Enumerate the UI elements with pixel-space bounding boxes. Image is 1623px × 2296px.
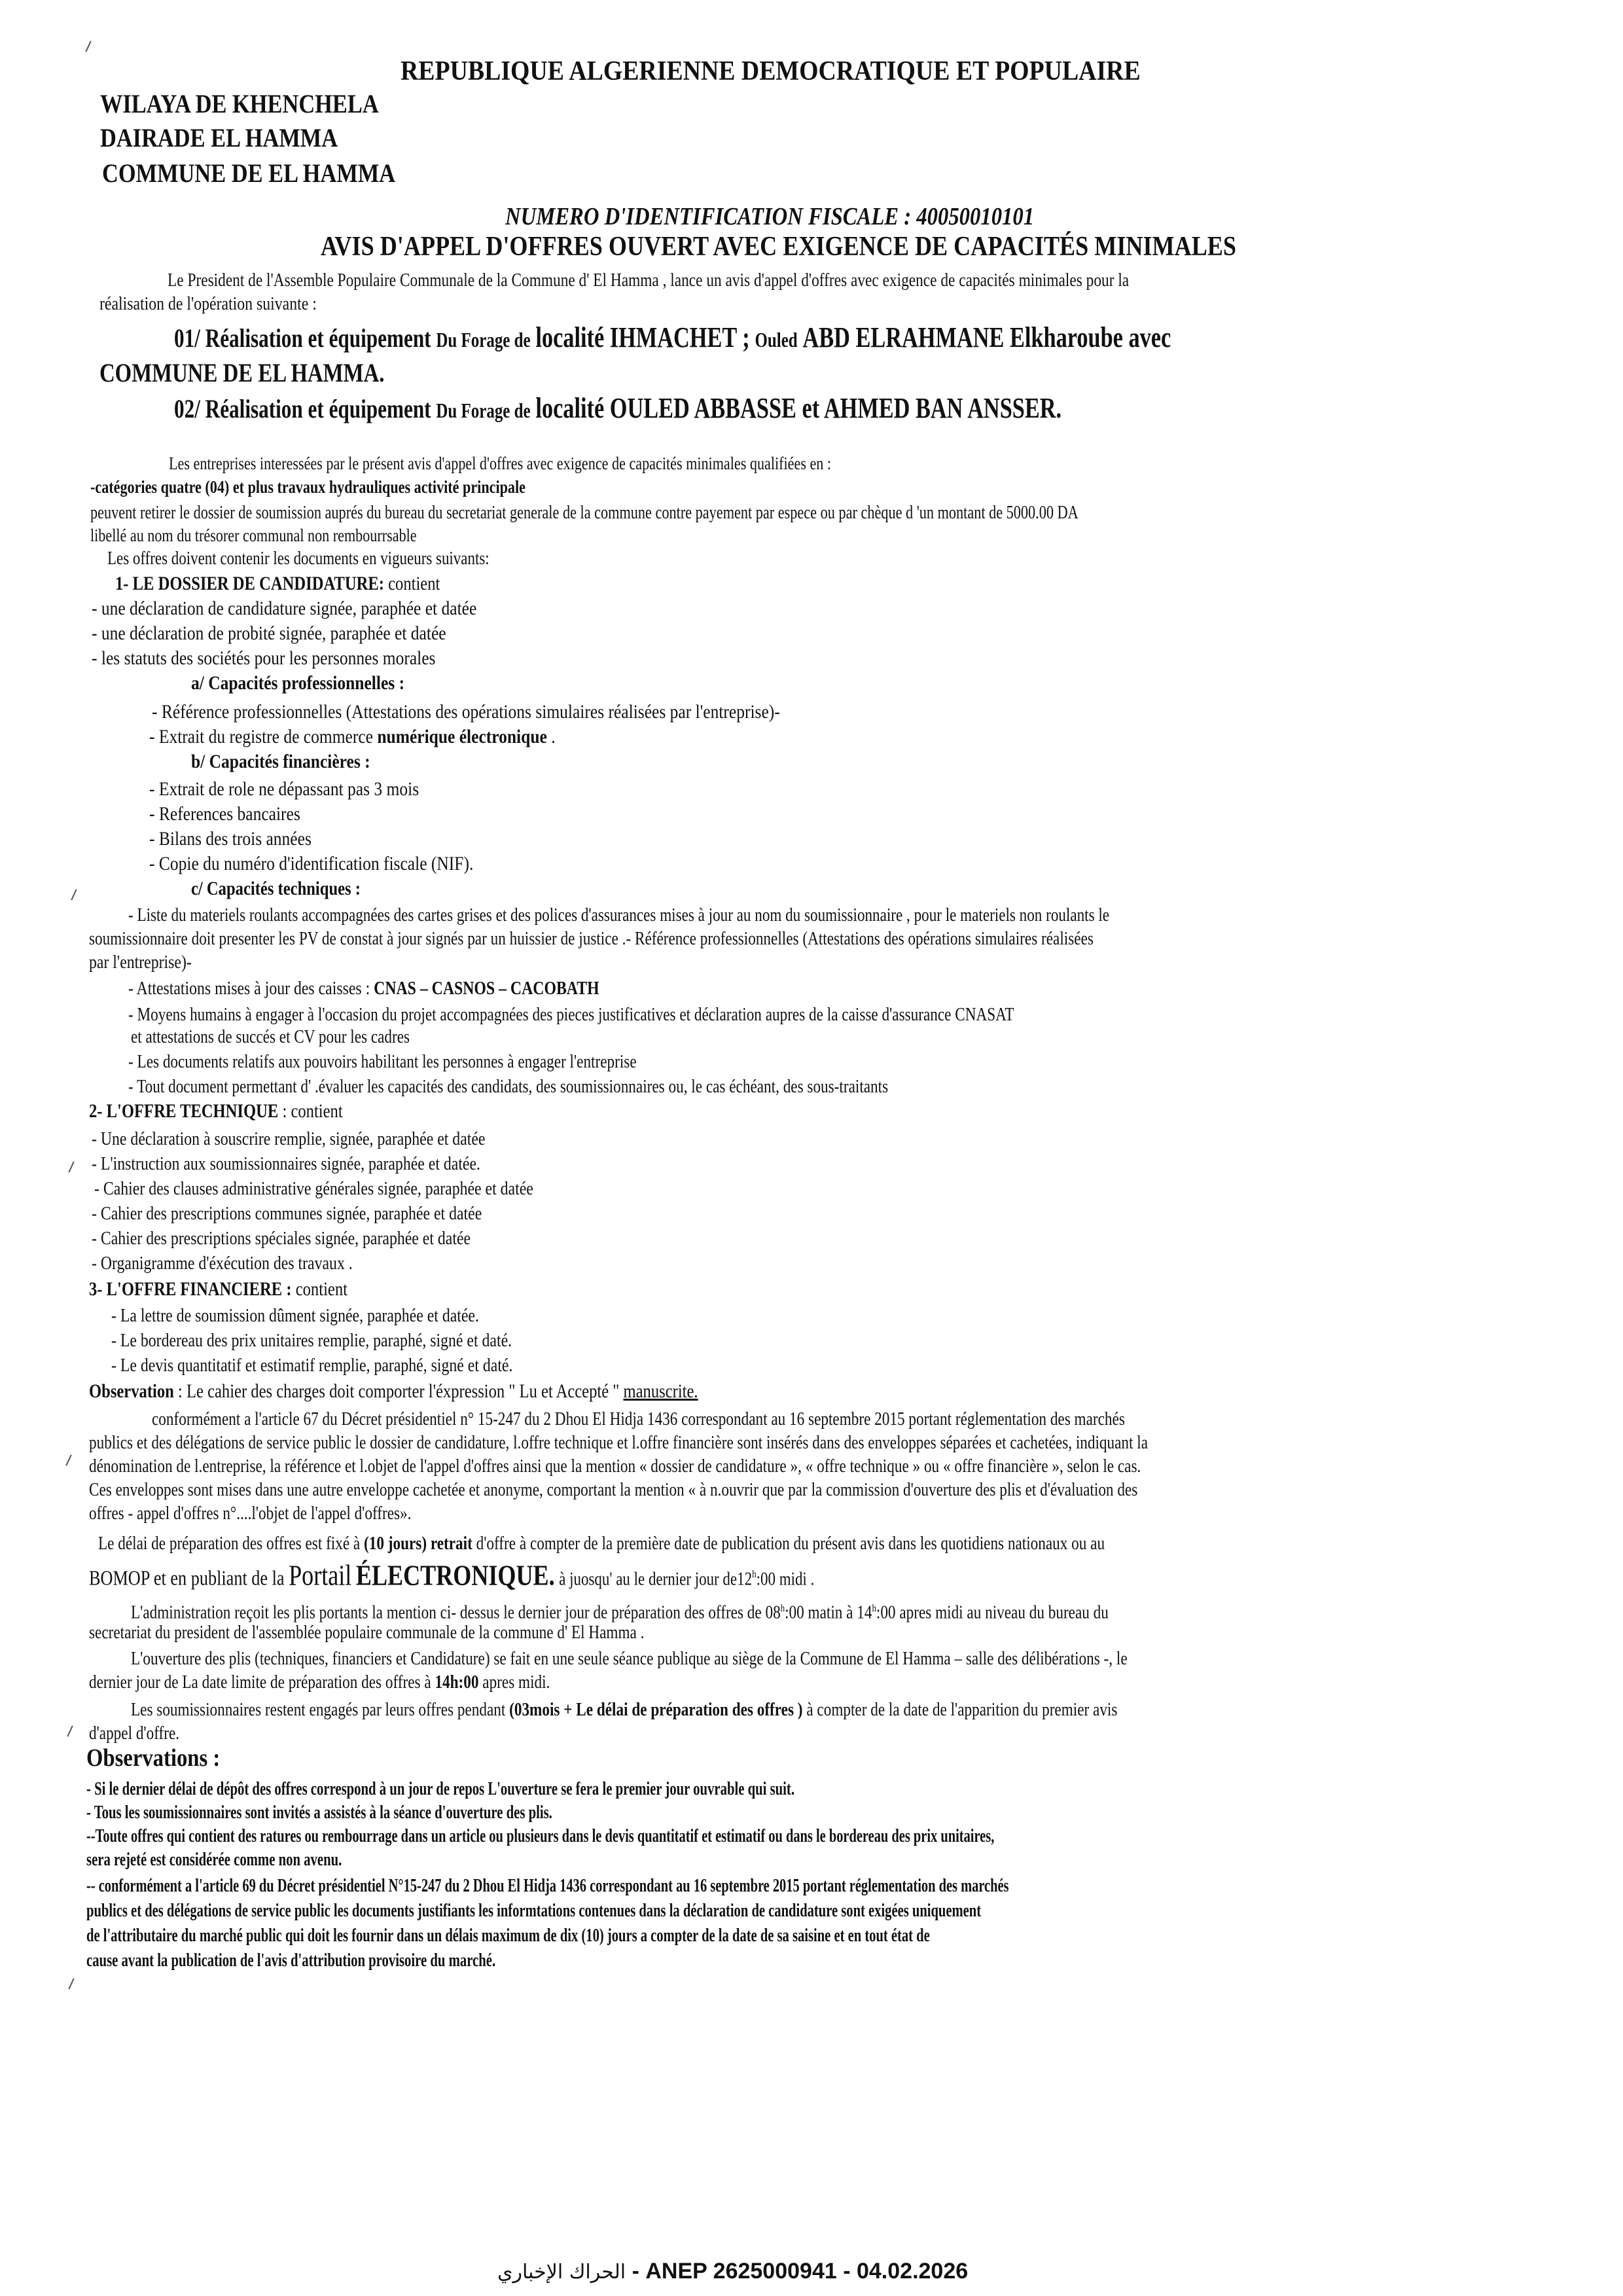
- offre-technique-item: [92, 1251, 410, 1275]
- observations-item-text: de l'attributaire du marché public qui doit les fournir dans un délais maximum de dix (10) jours a compter de la date de sa saisine et en tout état de: [86, 1926, 930, 1946]
- daira-heading: [100, 122, 376, 154]
- scan-mark: [71, 889, 77, 900]
- capacites-professionnelles-heading: [191, 672, 442, 695]
- soumissionnaires-line-2: [89, 1721, 202, 1745]
- article-67-line: [152, 1407, 1368, 1431]
- footer-anep-ref: - ANEP 2625000941 - 04.02.2026: [632, 2259, 969, 2284]
- ouverture-text-a: dernier jour de La date limite de préparation des offres à: [89, 1672, 431, 1693]
- capacites-fin-item-text: - Bilans des trois années: [149, 828, 312, 850]
- registre-bold: numérique électronique: [377, 726, 547, 747]
- dossier-item: [92, 597, 544, 620]
- administration-text-c: :00 apres midi au niveau du bureau du: [876, 1602, 1109, 1623]
- nif-text: NUMERO D'IDENTIFICATION FISCALE : 40050010101: [505, 203, 1035, 230]
- article-67-text: conformément a l'article 67 du Décret présidentiel n° 15-247 du 2 Dhou El Hidja 1436 correspondant au 16 septembre 2015 portant réglementation des marchés: [152, 1408, 1125, 1429]
- hour-sup: h: [752, 1569, 757, 1580]
- dossier-heading-suffix: contient: [388, 573, 440, 594]
- hour-sup: h: [872, 1603, 876, 1614]
- capacites-techniques-heading: [191, 877, 398, 901]
- project-01-cont-text: COMMUNE DE EL HAMMA.: [99, 358, 385, 387]
- capacites-tech-item: [128, 1003, 1236, 1026]
- ouverture-text-c: apres midi.: [482, 1672, 550, 1693]
- intro-text-1: Le President de l'Assemble Populaire Communale de la Commune d' El Hamma , lance un avis d'appel d'offres avec exigence de capacités minimales pour la: [168, 270, 1130, 291]
- project-01: [174, 322, 1452, 355]
- capacites-financieres-heading: [191, 750, 402, 774]
- capacites-pro-item: [152, 700, 891, 724]
- project-01-cont: [99, 357, 447, 389]
- observations-item-text: cause avant la publication de l'avis d'attribution provisoire du marché.: [86, 1950, 496, 1971]
- registre-prefix: - Extrait du registre de commerce: [149, 726, 373, 747]
- administration-text-2: secretariat du president de l'assemblée populaire communale de la commune d' El Hamma .: [89, 1622, 645, 1643]
- offre-financiere-heading-text: 3- L'OFFRE FINANCIERE :: [89, 1278, 292, 1300]
- offre-technique-heading: [89, 1100, 399, 1123]
- eligibility-text-3: peuvent retirer le dossier de soumission auprés du bureau du secretariat generale de la commune contre payement par espece ou par chèque d 'un montant de 5000.00 DA: [90, 503, 1079, 523]
- delai-suffix: d'offre à compter de la première date de publication du présent avis dans les quotidiens nationaux ou au: [476, 1533, 1105, 1554]
- observations-item-text: publics et des délégations de service public les documents justifiants les informtations contenues dans la déclaration de candidature sont exigées uniquement: [86, 1901, 982, 1921]
- administration-text-a: L'administration reçoit les plis portants la mention ci- dessus le dernier jour de préparation des offres de 08: [131, 1602, 781, 1623]
- observations-item-text: - Si le dernier délai de dépôt des offres correspond à un jour de repos L'ouverture se fera le premier jour ouvrable qui suit.: [86, 1779, 795, 1799]
- footer-reference: [497, 2258, 968, 2286]
- offre-technique-item-text: - Cahier des clauses administrative générales signée, paraphée et datée: [94, 1178, 533, 1199]
- attestations-prefix: - Attestations mises à jour des caisses :: [128, 978, 370, 999]
- capacites-tech-item-text: - Les documents relatifs aux pouvoirs habilitant les personnes à engager l'entreprise: [128, 1051, 637, 1072]
- commune-text: COMMUNE DE EL HAMMA: [102, 158, 396, 188]
- project-01-mid2: Ouled: [755, 328, 798, 351]
- ouverture-time: 14h:00: [435, 1672, 479, 1693]
- capacites-techniques-text: c/ Capacités techniques :: [191, 878, 361, 899]
- scan-mark: [67, 1725, 73, 1736]
- electronique-text: ÉLECTRONIQUE.: [355, 1559, 555, 1592]
- portail-text: Portail: [289, 1559, 352, 1592]
- capacites-financieres-text: b/ Capacités financières :: [191, 751, 370, 772]
- ouverture-line: [131, 1647, 1376, 1670]
- observations-item: [86, 1778, 1043, 1801]
- project-02: [174, 393, 1312, 426]
- republic-heading: [401, 55, 1222, 88]
- intro-line-1: [168, 268, 1362, 292]
- observations-item: [86, 1924, 1234, 1948]
- observations-heading: [86, 1744, 242, 1772]
- republic-text: REPUBLIQUE ALGERIENNE DEMOCRATIQUE ET POPULAIRE: [401, 56, 1141, 86]
- capacites-tech-item-cont-text: soumissionnaire doit presenter les PV de constat à jour signés par un huissier de justice .- Référence professionnelles (Attestations des opérations simulaires réalisées: [89, 928, 1094, 949]
- wilaya-text: WILAYA DE KHENCHELA: [100, 89, 379, 118]
- offre-technique-item: [94, 1177, 630, 1200]
- offre-technique-item: [92, 1127, 572, 1151]
- capacites-pro-item-text: - Référence professionnelles (Attestations des opérations simulaires réalisées par l'entreprise)-: [152, 701, 780, 723]
- scan-mark: [85, 41, 91, 52]
- observation-text: : Le cahier des charges doit comporter l'éxpression " Lu et Accepté ": [177, 1380, 620, 1402]
- capacites-tech-item-text: - Liste du materiels roulants accompagnées des cartes grises et des polices d'assurances mises à jour au nom du soumissionnaire , pour le materiels non roulants le: [128, 905, 1110, 925]
- observation-line: [89, 1380, 832, 1403]
- observation-label: Observation: [89, 1380, 174, 1402]
- daira-text: DAIRADE EL HAMMA: [100, 123, 338, 152]
- capacites-fin-item: [149, 852, 531, 876]
- capacites-fin-item-text: - Extrait de role ne dépassant pas 3 mois: [149, 778, 419, 800]
- commune-heading: [102, 157, 443, 190]
- eligibility-text-1: Les entreprises interessées par le présent avis d'appel d'offres avec exigence de capacités minimales qualifiées en :: [169, 454, 832, 473]
- footer-arabic: الحراك الإخباري: [497, 2261, 626, 2284]
- eligibility-line-2: [90, 475, 621, 499]
- observations-item: [86, 1949, 639, 1973]
- eligibility-line-3: [90, 501, 1333, 525]
- dossier-item-text: - une déclaration de probité signée, paraphée et datée: [92, 622, 446, 644]
- dossier-heading-text: 1- LE DOSSIER DE CANDIDATURE:: [115, 573, 384, 594]
- bomop-text: BOMOP: [89, 1566, 150, 1590]
- soumissionnaires-line: [131, 1698, 1364, 1721]
- capacites-tech-item: [128, 977, 703, 1000]
- capacites-fin-item-text: - Copie du numéro d'identification fiscale (NIF).: [149, 853, 474, 874]
- offre-financiere-item: [111, 1329, 599, 1352]
- scan-mark: [68, 1161, 74, 1172]
- eligibility-text-2: -catégories quatre (04) et plus travaux hydrauliques activité principale: [90, 477, 526, 497]
- bomop-line: [89, 1560, 974, 1594]
- capacites-tech-item-cont: [89, 927, 1345, 950]
- capacites-tech-item-cont: [89, 950, 214, 974]
- ouverture-line-2: [89, 1670, 665, 1694]
- observations-item: [86, 1825, 1330, 1848]
- soumissionnaires-bold: (03mois + Le délai de préparation des offres ): [509, 1699, 803, 1720]
- dossier-item: [92, 622, 508, 645]
- offre-financiere-item: [111, 1354, 601, 1377]
- nif-heading: [505, 200, 1120, 233]
- wilaya-heading: [100, 88, 424, 120]
- capacites-professionnelles-text: a/ Capacités professionnelles :: [191, 672, 405, 694]
- article-67-text: offres - appel d'offres n°....l'objet de l'appel d'offres».: [89, 1503, 412, 1524]
- intro-line-2: [99, 292, 365, 315]
- dossier-heading: [115, 572, 511, 596]
- project-01-name: ABD ELRAHMANE Elkharoube avec: [802, 321, 1171, 353]
- administration-text-b: :00 matin à 14: [785, 1602, 872, 1623]
- offre-financiere-item: [111, 1304, 560, 1327]
- capacites-tech-item-cont-text: par l'entreprise)-: [89, 952, 192, 973]
- project-02-loc: localité OULED ABBASSE et AHMED BAN ANSSER.: [535, 392, 1062, 424]
- observations-item: [86, 1874, 1350, 1898]
- scan-mark: [68, 1978, 74, 1989]
- project-02-mid: Du Forage de: [436, 399, 531, 422]
- soumissionnaires-text-c: à compter de la date de l'apparition du premier avis: [806, 1699, 1118, 1720]
- observations-item-text: - Tous les soumissionnaires sont invités a assistés à la séance d'ouverture des plis.: [86, 1803, 552, 1823]
- ouverture-text: L'ouverture des plis (techniques, financiers et Candidature) se fait en une seule séance publique au siège de la Commune de El Hamma – salle des délibérations -, le: [131, 1648, 1128, 1669]
- administration-line-2: [89, 1621, 783, 1644]
- capacites-tech-item-cont: [131, 1025, 480, 1049]
- offre-technique-item: [92, 1227, 554, 1250]
- eligibility-line-4: [90, 524, 488, 547]
- observations-heading-text: Observations :: [86, 1744, 221, 1772]
- observations-item-text: --Toute offres qui contient des ratures ou rembourrage dans un article ou plusieurs dans le devis quantitatif et estimatif ou dans le bordereau des prix unitaires,: [86, 1826, 995, 1846]
- eligibility-line-5: [107, 547, 573, 571]
- notice-title-text: AVIS D'APPEL D'OFFRES OUVERT AVEC EXIGENCE DE CAPACITÉS MINIMALES: [321, 232, 1236, 262]
- capacites-fin-item: [149, 827, 340, 851]
- project-01-loc: localité IHMACHET ;: [535, 321, 750, 353]
- article-67-line: [89, 1478, 1400, 1501]
- soumissionnaires-text-2: d'appel d'offre.: [89, 1723, 180, 1744]
- article-67-line: [89, 1454, 1404, 1478]
- offre-technique-item: [92, 1202, 567, 1225]
- offre-financiere-heading: [89, 1278, 404, 1301]
- dossier-item-text: - une déclaration de candidature signée, paraphée et datée: [92, 598, 477, 619]
- intro-text-2: réalisation de l'opération suivante :: [99, 293, 317, 314]
- soumissionnaires-text-a: Les soumissionnaires restent engagés par leurs offres pendant: [131, 1699, 506, 1720]
- registre-suffix: .: [551, 726, 556, 747]
- notice-title: [321, 230, 1385, 263]
- offre-technique-item-text: - Une déclaration à souscrire remplie, signée, paraphée et datée: [92, 1128, 486, 1149]
- project-02-num: 02/ Réalisation et équipement: [174, 394, 431, 423]
- offre-financiere-item-text: - Le devis quantitatif et estimatif remplie, paraphé, signé et daté.: [111, 1355, 513, 1376]
- article-67-text: Ces enveloppes sont mises dans une autre enveloppe cachetée et anonyme, comportant la mention « à n.ouvrir que par la commission d'ouverture des plis et d'évaluation des: [89, 1479, 1138, 1500]
- offre-technique-item-text: - Organigramme d'éxécution des travaux .: [92, 1253, 353, 1274]
- capacites-tech-item: [128, 1050, 764, 1073]
- dossier-item: [92, 647, 496, 670]
- offre-financiere-heading-suffix: contient: [295, 1278, 348, 1300]
- jusqu-text: à juosqu' au le dernier jour de12: [559, 1569, 753, 1590]
- dossier-item-text: - les statuts des sociétés pour les personnes morales: [92, 647, 436, 669]
- hour-sup: h: [780, 1603, 785, 1614]
- offre-financiere-item-text: - La lettre de soumission dûment signée, paraphée et datée.: [111, 1305, 479, 1326]
- midi-text: :00 midi .: [756, 1569, 815, 1590]
- publiant-text: et en publiant de la: [153, 1566, 285, 1590]
- observations-item-text: sera rejeté est considérée comme non avenu.: [86, 1850, 342, 1870]
- article-67-text: publics et des délégations de service public le dossier de candidature, l.offre technique et l.offre financière sont insérés dans des enveloppes séparées et cachetées, indiquant la: [89, 1432, 1149, 1453]
- offre-technique-heading-suffix: : contient: [282, 1100, 343, 1122]
- observations-item: [86, 1801, 716, 1825]
- capacites-tech-item: [128, 1075, 1078, 1098]
- offre-technique-heading-text: 2- L'OFFRE TECHNIQUE: [89, 1100, 279, 1122]
- capacites-fin-item: [149, 802, 327, 826]
- capacites-tech-item-cont-text: et attestations de succés et CV pour les cadres: [131, 1026, 410, 1047]
- offre-technique-item-text: - Cahier des prescriptions spéciales signée, paraphée et datée: [92, 1228, 471, 1249]
- capacites-fin-item-text: - References bancaires: [149, 803, 300, 825]
- offre-technique-item-text: - Cahier des prescriptions communes signée, paraphée et datée: [92, 1203, 482, 1224]
- offre-technique-item-text: - L'instruction aux soumissionnaires signée, paraphée et datée.: [92, 1153, 480, 1174]
- capacites-pro-item: [149, 725, 627, 749]
- eligibility-line-1: [169, 452, 976, 475]
- observations-item-text: -- conformément a l'article 69 du Décret présidentiel N°15-247 du 2 Dhou El Hidja 1436 correspondant au 16 septembre 2015 portant réglementation des marchés: [86, 1876, 1009, 1896]
- capacites-fin-item: [149, 778, 467, 801]
- capacites-tech-item-text: - Tout document permettant d' .évaluer les capacités des candidats, des soumissionnaires ou, le cas échéant, des sous-traitants: [128, 1076, 889, 1097]
- observation-underlined: manuscrite.: [623, 1380, 698, 1402]
- offre-technique-item: [92, 1152, 565, 1175]
- attestations-bold: CNAS – CASNOS – CACOBATH: [374, 978, 599, 999]
- article-67-line: [89, 1501, 492, 1525]
- offre-financiere-item-text: - Le bordereau des prix unitaires remplie, paraphé, signé et daté.: [111, 1330, 512, 1351]
- observations-item: [86, 1899, 1304, 1923]
- eligibility-text-5: Les offres doivent contenir les documents en vigueurs suivants:: [107, 548, 490, 569]
- observations-item: [86, 1848, 431, 1872]
- project-01-mid: Du Forage de: [436, 328, 531, 351]
- capacites-tech-item-text: - Moyens humains à engager à l'occasion du projet accompagnées des pieces justificatives et déclaration aupres de la caisse d'assurance CNASAT: [128, 1004, 1014, 1025]
- delai-line: [98, 1532, 1357, 1555]
- capacites-tech-item: [128, 903, 1359, 927]
- eligibility-text-4: libellé au nom du trésorer communal non rembourrsable: [90, 526, 417, 545]
- article-67-line: [89, 1431, 1413, 1454]
- scan-mark: [65, 1454, 71, 1465]
- article-67-text: dénomination de l.entreprise, la référence et l.objet de l'appel d'offres ainsi que la mention « dossier de candidature », « offre technique » ou « offre financière », selon le cas.: [89, 1456, 1141, 1477]
- delai-bold: (10 jours) retrait: [364, 1533, 473, 1554]
- project-01-num: 01/ Réalisation et équipement: [174, 323, 431, 353]
- delai-prefix: Le délai de préparation des offres est fixé à: [98, 1533, 361, 1554]
